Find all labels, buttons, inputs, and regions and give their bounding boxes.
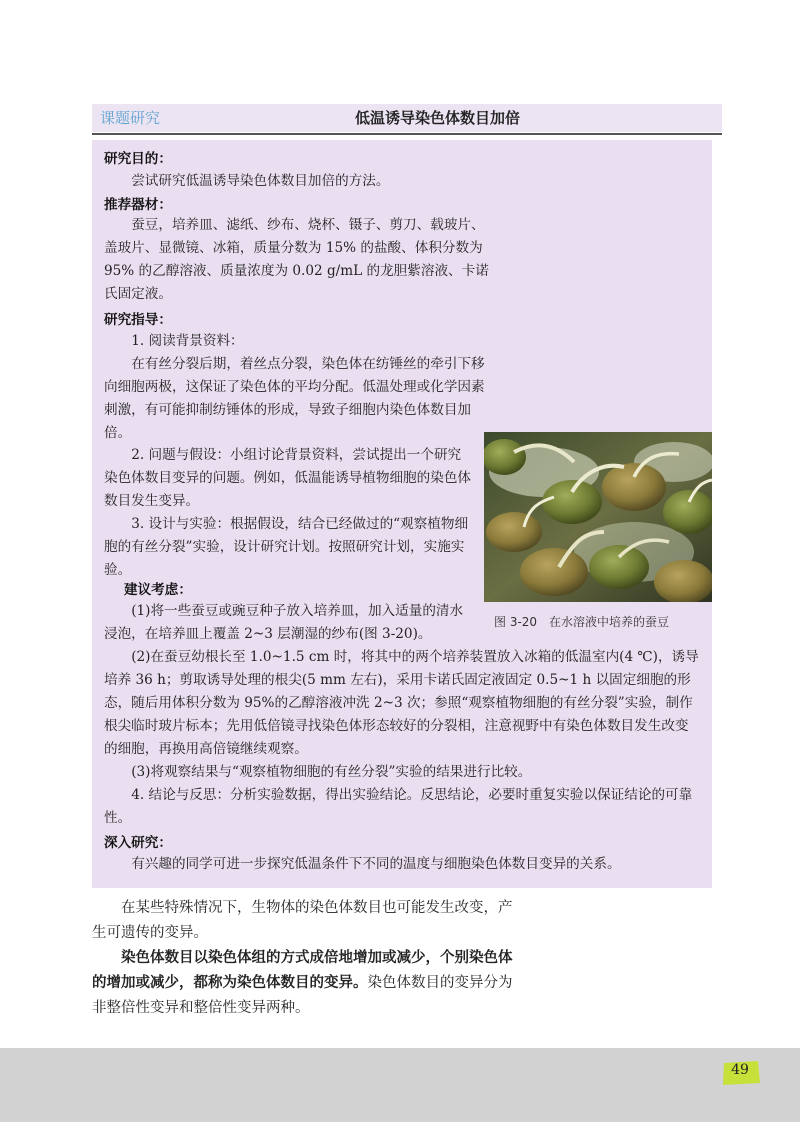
heading-purpose: 研究目的： — [104, 151, 172, 167]
deep-text: 有兴趣的同学可进一步探究低温条件下不同的温度与细胞染色体数目变异的关系。 — [131, 856, 621, 872]
broad-bean-photo — [484, 432, 712, 602]
step-1: 1. 阅读背景资料： — [131, 333, 244, 349]
purpose-text: 尝试研究低温诱导染色体数目加倍的方法。 — [131, 173, 390, 189]
heading-deep: 深入研究： — [104, 835, 172, 851]
definition-bold: 染色体数目以染色体组的方式成倍地增加或减少，个别染色体的增加或减少，都称为染色体数目的变异。 — [92, 950, 513, 991]
section-label: 课题研究 — [100, 109, 161, 127]
header-divider — [92, 133, 722, 135]
step-3: 3. 设计与实验：根据假设，结合已经做过的“观察植物细胞的有丝分裂”实验，设计研究计划。按照研究计划，实施实验。 — [104, 516, 469, 578]
materials-text: 蚕豆，培养皿、滤纸、纱布、烧杯、镊子、剪刀、载玻片、盖玻片、显微镜、冰箱，质量分数为 15% 的盐酸、体积分数为 95% 的乙醇溶液、质量浓度为 0.02 g/mL 的龙胆紫溶液、卡诺氏固定液。 — [104, 217, 489, 302]
body-paragraph-2 — [92, 946, 522, 1021]
background-text: 在有丝分裂后期，着丝点分裂，染色体在纺锤丝的牵引下移向细胞两极，这保证了染色体的平均分配。低温处理或化学因素刺激，有可能抑制纺锤体的形成，导致子细胞内染色体数目加倍。 — [104, 356, 485, 441]
suggest-2: (2)在蚕豆幼根长至 1.0~1.5 cm 时，将其中的两个培养装置放入冰箱的低温室内(4 ℃)，诱导培养 36 h；剪取诱导处理的根尖(5 mm 左右)，采用卡诺氏固定液固定 0.5~1 h 以固定细胞的形态，随后用体积分数为 95%的乙醇溶液冲洗 2~3 次；参照“观察植物细胞的有丝分裂”实验，制作根尖临时玻片标本；先用低倍镜寻找染色体形态较好的分裂相，注意视野中有染色体数目发生改变的细胞，再换用高倍镜继续观察。 — [104, 649, 699, 757]
suggest-3: (3)将观察结果与“观察植物细胞的有丝分裂”实验的结果进行比较。 — [131, 764, 532, 780]
body-paragraph-1: 在某些特殊情况下，生物体的染色体数目也可能发生改变，产生可遗传的变异。 — [92, 900, 513, 941]
page-number: 49 — [731, 1062, 749, 1078]
step-4: 4. 结论与反思：分析实验数据，得出实验结论。反思结论，必要时重复实验以保证结论的可靠性。 — [104, 787, 693, 826]
heading-materials: 推荐器材： — [104, 197, 172, 213]
heading-guide: 研究指导： — [104, 312, 172, 328]
definition-rest: 染色体数目的变异分为非整倍性变异和整倍性变异两种。 — [92, 975, 513, 1016]
page-title: 低温诱导染色体数目加倍 — [355, 109, 521, 127]
heading-suggest: 建议考虑： — [124, 582, 192, 598]
footer-band — [0, 1048, 800, 1122]
figure-caption: 图 3-20 在水溶液中培养的蚕豆 — [494, 615, 670, 629]
step-2: 2. 问题与假设：小组讨论背景资料，尝试提出一个研究染色体数目变异的问题。例如，低温能诱导植物细胞的染色体数目发生变异。 — [104, 447, 472, 509]
suggest-1: (1)将一些蚕豆或豌豆种子放入培养皿，加入适量的清水浸泡，在培养皿上覆盖 2~3 层潮湿的纱布(图 3-20)。 — [104, 603, 464, 642]
